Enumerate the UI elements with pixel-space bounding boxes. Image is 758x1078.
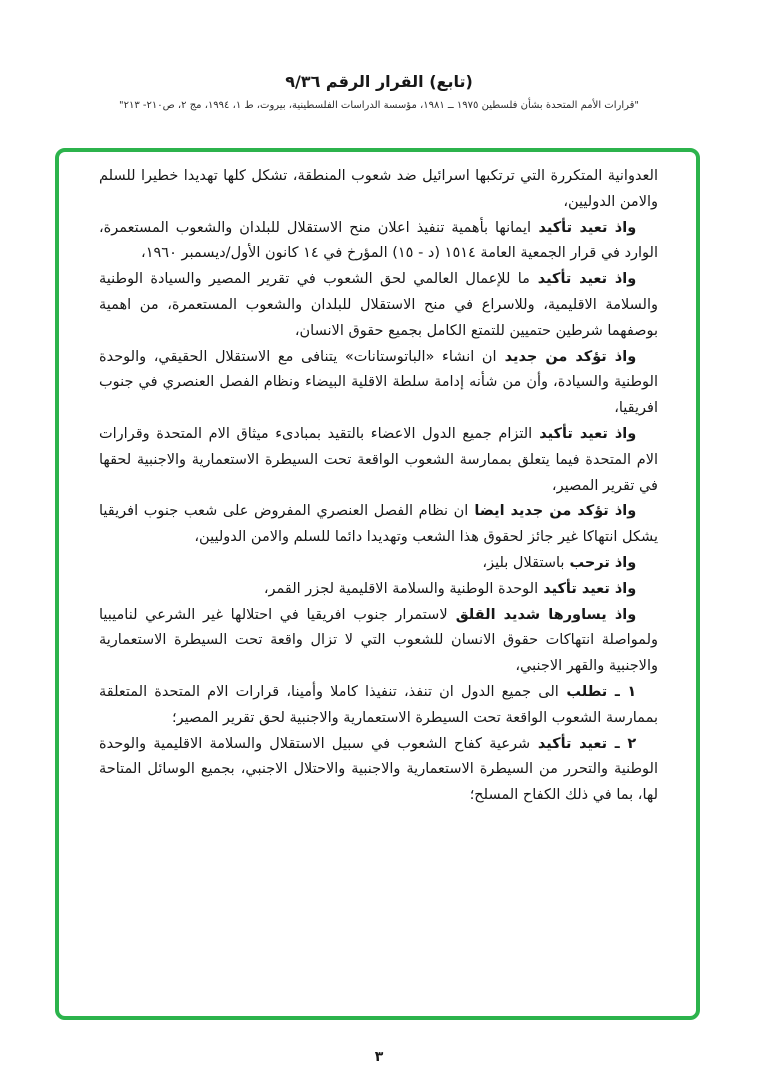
paragraph-lead: واذ تعيد تأكيد: [537, 271, 637, 288]
paragraph-text: ما للإعمال العالمي لحق الشعوب في تقرير المصير والسيادة الوطنية والسلامة الاقليمية، وللاسراع في منح الاستقلال للبلدان والشعوب المستعمرة، من اهمية بوصفهما شرطين حتميين للتمتع الكامل بجميع حقوق الانسان،: [99, 271, 658, 339]
paragraph-lead: واذ تؤكد من جديد ايضا: [474, 503, 637, 520]
paragraph: [99, 551, 658, 577]
paragraph-text: العدوانية المتكررة التي ترتكبها اسرائيل ضد شعوب المنطقة، تشكل كلها تهديدا خطيرا للسلم والامن الدوليين،: [99, 168, 658, 210]
paragraph: [99, 345, 658, 422]
paragraph-text: التزام جميع الدول الاعضاء بالتقيد بمبادىء ميثاق الام المتحدة وقرارات الام المتحدة فيما يتعلق بممارسة الشعوب الواقعة تحت السيطرة الاستعمارية والاجنبية لحقها في تقرير المصير،: [99, 425, 658, 494]
page-number: ٣: [374, 1049, 384, 1065]
paragraph-lead: واذ ترحب: [569, 554, 637, 571]
paragraph: [99, 499, 658, 551]
paragraph-text: ان انشاء «الباتوستانات» يتنافى مع الاستقلال الحقيقي، والوحدة الوطنية والسيادة، وأن من شأنه إدامة سلطة الاقلية البيضاء ونظام الفصل العنصري في جنوب افريقيا،: [99, 348, 658, 417]
paragraph: [99, 603, 658, 680]
paragraph: [99, 216, 658, 268]
page-header: [0, 72, 758, 111]
paragraph-number: ١ ـ: [614, 683, 637, 700]
paragraph-text: ايمانها بأهمية تنفيذ اعلان منح الاستقلال للبلدان والشعوب المستعمرة، الوارد في قرار الجمعية العامة ١٥١٤ (د - ١٥) المؤرخ في ١٤ كانون الأول/ديسمبر ١٩٦٠،: [99, 219, 658, 262]
paragraph: [99, 680, 658, 732]
paragraph-lead: واذ تؤكد من جديد: [504, 348, 637, 365]
paragraph: [99, 422, 658, 499]
resolution-text-frame: [55, 148, 700, 1020]
paragraph: [99, 164, 658, 216]
paragraph-lead: تطلب: [566, 683, 608, 700]
paragraph-number: ٢ ـ: [614, 735, 637, 752]
paragraph-text: الوحدة الوطنية والسلامة الاقليمية لجزر القمر،: [263, 580, 539, 597]
paragraph-text: ان نظام الفصل العنصري المفروض على شعب جنوب افريقيا يشكل انتهاكا غير جائز لحقوق هذا الشعب وتهديدا دائما للسلم والامن الدوليين،: [99, 503, 658, 546]
resolution-body: [99, 164, 658, 809]
paragraph: [99, 577, 658, 603]
paragraph-lead: تعيد تأكيد: [537, 735, 608, 752]
paragraph-lead: واذ تعيد تأكيد: [538, 219, 637, 236]
paragraph-lead: واذ تعيد تأكيد: [539, 425, 637, 442]
paragraph-text: الى جميع الدول ان تنفذ، تنفيذا كاملا وأمينا، قرارات الام المتحدة المتعلقة بممارسة الشعوب الواقعة تحت السيطرة الاستعمارية والاجنبية لحق تقرير المصير؛: [99, 683, 658, 726]
paragraph-lead: واذ يساورها شديد القلق: [455, 606, 637, 623]
paragraph-lead: واذ تعيد تأكيد: [543, 580, 637, 597]
paragraph: [99, 732, 658, 809]
paragraph-text: لاستمرار جنوب افريقيا في احتلالها غير الشرعي لناميبيا ولمواصلة انتهاكات حقوق الانسان للشعوب التي لا تزال واقعة تحت السيطرة الاستعمارية والاجنبية والقهر الاجنبي،: [99, 606, 658, 675]
paragraph-text: باستقلال بليز،: [482, 554, 565, 571]
paragraph-text: شرعية كفاح الشعوب في سبيل الاستقلال والسلامة الاقليمية والوحدة الوطنية والتحرر من السيطرة الاستعمارية والاجنبية والاحتلال الاجنبي، بجميع الوسائل المتاحة لها، بما في ذلك الكفاح المسلح؛: [99, 735, 658, 804]
paragraph: [99, 267, 658, 344]
page-title: (تابع) القرار الرقم ٩/٣٦: [285, 72, 473, 91]
source-citation: "قرارات الأمم المتحدة بشأن فلسطين ١٩٧٥ ــ ١٩٨١، مؤسسة الدراسات الفلسطينية، بيروت، ط ١، ١٩٩٤، مج ٢، ص٢١٠- ٢١٣": [119, 100, 639, 111]
